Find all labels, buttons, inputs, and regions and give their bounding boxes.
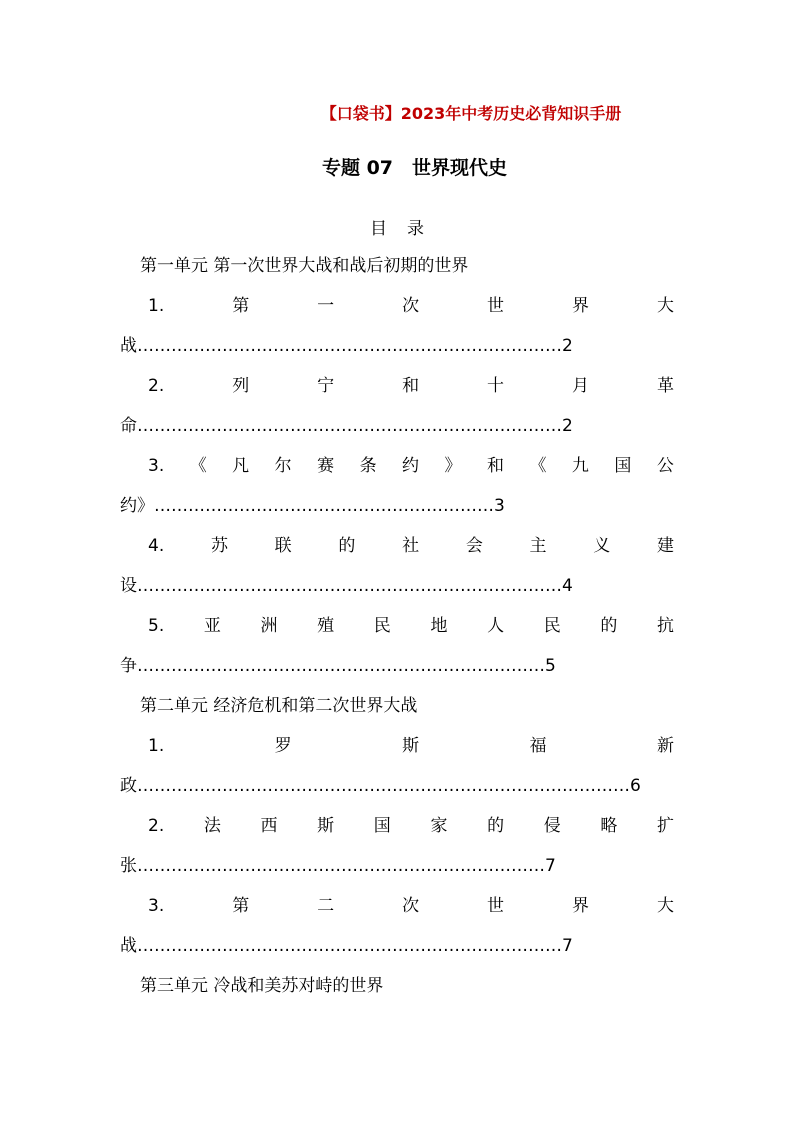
toc-entry-char: 宁	[317, 376, 335, 396]
toc-entry-char: 民	[373, 616, 391, 636]
toc-page-number: 6	[630, 776, 641, 796]
toc-entry-continuation[interactable]	[120, 416, 573, 436]
toc-leader-dots: ……………………………………………………	[154, 496, 494, 516]
toc-entry-char: 殖	[317, 616, 335, 636]
toc-entry-continuation[interactable]	[120, 656, 556, 676]
toc-entry-continuation[interactable]	[120, 776, 641, 796]
toc-page-number: 3	[494, 496, 505, 516]
toc-page-number: 7	[545, 856, 556, 876]
toc-page-number: 2	[562, 416, 573, 436]
toc-leader-dots: ………………………………………………………………	[137, 656, 545, 676]
toc-entry-char: 的	[600, 616, 618, 636]
toc-leader-dots: ……………………………………………………………………………	[137, 776, 630, 796]
toc-entry-char: 民	[543, 616, 561, 636]
toc-entry-tail: 战	[120, 936, 137, 956]
toc-page-number: 2	[562, 336, 573, 356]
toc-entry-char: 公	[656, 456, 674, 476]
toc-entry-char: 的	[338, 536, 356, 556]
toc-entry-char: 世	[487, 896, 505, 916]
toc-entry-continuation[interactable]	[120, 496, 505, 516]
toc-entry-continuation[interactable]	[120, 856, 556, 876]
toc-entry-char: 和	[486, 456, 504, 476]
toc-page-number: 5	[545, 656, 556, 676]
toc-entry-number: 3.	[148, 456, 165, 476]
toc-entry-char: 《	[529, 456, 547, 476]
toc-entry-char: 略	[600, 816, 618, 836]
toc-entry-tail: 约》	[120, 496, 154, 516]
toc-unit-heading: 第一单元 第一次世界大战和战后初期的世界	[140, 256, 469, 276]
toc-leader-dots: ………………………………………………………………	[137, 856, 545, 876]
toc-entry-char: 人	[487, 616, 505, 636]
toc-entry-char: 一	[317, 296, 335, 316]
toc-entry-continuation[interactable]	[120, 936, 573, 956]
toc-entry-char: 法	[203, 816, 221, 836]
toc-entry-char: 主	[529, 536, 547, 556]
toc-entry-char: 第	[232, 296, 250, 316]
toc-entry-number: 5.	[148, 616, 165, 636]
toc-entry-line[interactable]	[148, 536, 674, 556]
toc-entry-char: 尔	[274, 456, 292, 476]
toc-entry-char: 抗	[657, 616, 674, 636]
toc-entry-char: 赛	[317, 456, 335, 476]
toc-entry-char: 二	[317, 896, 335, 916]
toc-entry-number: 3.	[148, 896, 165, 916]
page-title: 专题 07 世界现代史	[321, 157, 508, 179]
toc-entry-char: 国	[373, 816, 391, 836]
toc-entry-number: 2.	[148, 816, 165, 836]
toc-entry-char: 》	[444, 456, 462, 476]
toc-entry-number: 1.	[148, 296, 165, 316]
toc-entry-char: 新	[656, 736, 674, 756]
toc-entry-char: 会	[465, 536, 483, 556]
toc-entry-line[interactable]	[148, 816, 674, 836]
toc-entry-char: 侵	[543, 816, 561, 836]
toc-entry-number: 4.	[148, 536, 165, 556]
toc-entry-char: 和	[402, 376, 420, 396]
toc-entry-char: 约	[402, 456, 420, 476]
toc-entry-char: 九	[571, 456, 589, 476]
toc-entry-char: 福	[529, 736, 547, 756]
toc-entry-tail: 争	[120, 656, 137, 676]
toc-entry-char: 亚	[203, 616, 221, 636]
toc-entry-char: 列	[232, 376, 250, 396]
toc-entry-number: 2.	[148, 376, 165, 396]
toc-entry-line[interactable]	[148, 456, 674, 476]
toc-entry-char: 世	[487, 296, 505, 316]
toc-entry-continuation[interactable]	[120, 336, 573, 356]
toc-entry-char: 界	[572, 896, 589, 916]
toc-title: 目录	[370, 219, 444, 239]
toc-entry-char: 地	[430, 616, 448, 636]
toc-entry-char: 次	[402, 896, 420, 916]
toc-entry-tail: 战	[120, 336, 137, 356]
toc-unit-heading: 第二单元 经济危机和第二次世界大战	[140, 696, 418, 716]
toc-entry-char: 家	[430, 816, 448, 836]
toc-page-number: 4	[562, 576, 573, 596]
document-header: 【口袋书】2023年中考历史必背知识手册	[320, 104, 622, 123]
toc-entry-char: 罗	[274, 736, 292, 756]
toc-entry-char: 洲	[260, 616, 278, 636]
toc-entry-char: 大	[656, 296, 674, 316]
toc-entry-tail: 设	[120, 576, 137, 596]
toc-entry-char: 凡	[232, 456, 250, 476]
toc-entry-char: 第	[232, 896, 250, 916]
toc-entry-char: 《	[189, 456, 207, 476]
toc-entry-tail: 政	[120, 776, 137, 796]
toc-leader-dots: …………………………………………………………………	[137, 576, 562, 596]
toc-leader-dots: …………………………………………………………………	[137, 336, 562, 356]
toc-entry-line[interactable]	[148, 616, 674, 636]
toc-entry-char: 斯	[402, 736, 420, 756]
toc-unit-heading: 第三单元 冷战和美苏对峙的世界	[140, 976, 384, 996]
toc-entry-char: 月	[572, 376, 589, 396]
toc-entry-char: 义	[593, 536, 611, 556]
toc-entry-tail: 张	[120, 856, 137, 876]
toc-leader-dots: …………………………………………………………………	[137, 416, 562, 436]
toc-entry-char: 的	[487, 816, 505, 836]
toc-entry-char: 苏	[210, 536, 228, 556]
toc-leader-dots: …………………………………………………………………	[137, 936, 562, 956]
toc-page-number: 7	[562, 936, 573, 956]
toc-entry-char: 革	[656, 376, 674, 396]
toc-entry-line[interactable]	[148, 376, 674, 396]
toc-entry-char: 国	[614, 456, 632, 476]
toc-entry-line[interactable]	[148, 296, 674, 316]
toc-entry-line[interactable]	[148, 896, 674, 916]
toc-entry-char: 斯	[317, 816, 335, 836]
toc-entry-char: 社	[402, 536, 420, 556]
toc-entry-tail: 命	[120, 416, 137, 436]
toc-entry-char: 西	[260, 816, 278, 836]
toc-entry-char: 条	[359, 456, 377, 476]
toc-entry-char: 联	[274, 536, 292, 556]
toc-entry-number: 1.	[148, 736, 165, 756]
toc-entry-char: 十	[487, 376, 505, 396]
toc-entry-char: 扩	[657, 816, 674, 836]
toc-entry-line[interactable]	[148, 736, 674, 756]
toc-entry-char: 界	[572, 296, 589, 316]
toc-entry-char: 大	[656, 896, 674, 916]
toc-entry-continuation[interactable]	[120, 576, 573, 596]
toc-entry-char: 次	[402, 296, 420, 316]
toc-entry-char: 建	[656, 536, 674, 556]
